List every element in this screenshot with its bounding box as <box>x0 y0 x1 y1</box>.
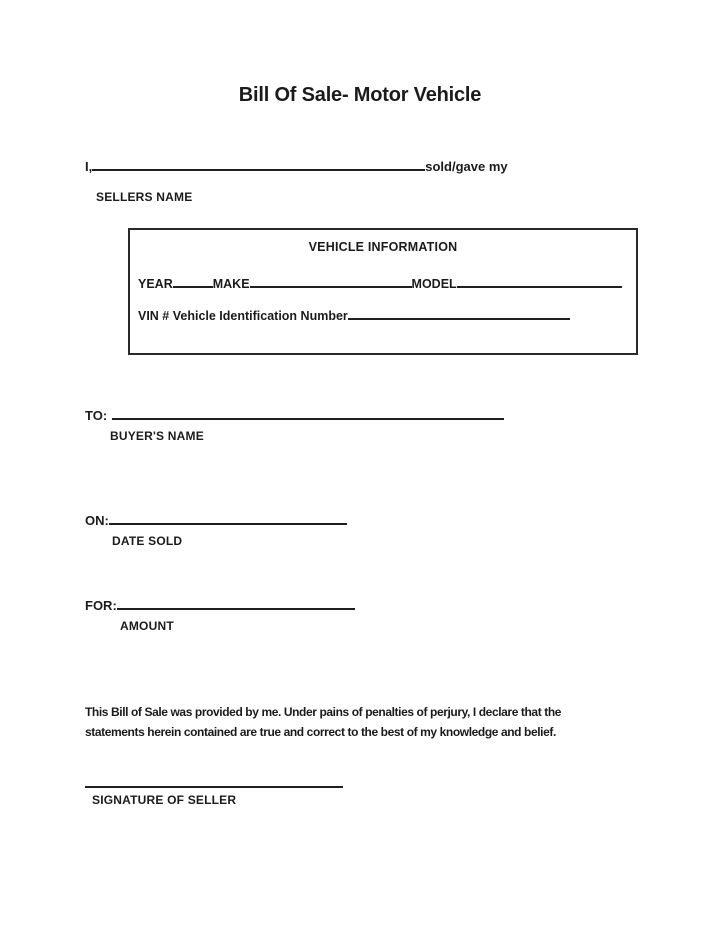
seller-statement-row <box>85 158 508 174</box>
make-field[interactable] <box>250 275 412 288</box>
amount-prefix: FOR: <box>85 598 117 613</box>
make-label: MAKE <box>212 277 250 291</box>
date-sold-field[interactable] <box>109 512 347 525</box>
vehicle-information-heading: VEHICLE INFORMATION <box>308 240 458 254</box>
declaration-line-1: This Bill of Sale was provided by me. Under pains of penalties of perjury, I declare that the <box>85 705 562 719</box>
year-make-model-row <box>138 275 636 291</box>
year-field[interactable] <box>173 275 213 288</box>
model-field[interactable] <box>457 275 622 288</box>
buyer-name-field[interactable] <box>112 407 504 420</box>
declaration-line-2: statements herein contained are true and correct to the best of my knowledge and belief. <box>85 724 556 739</box>
buyers-name-caption: BUYER'S NAME <box>110 429 204 443</box>
sold-gave-suffix: sold/gave my <box>425 159 508 174</box>
date-prefix: ON: <box>85 513 109 528</box>
amount-row <box>85 597 355 613</box>
date-sold-row <box>85 512 347 528</box>
signature-caption: SIGNATURE OF SELLER <box>92 793 237 807</box>
amount-caption: AMOUNT <box>120 619 174 633</box>
vin-row <box>138 307 636 323</box>
page-title: Bill Of Sale- Motor Vehicle <box>238 84 482 106</box>
signature-field[interactable] <box>85 786 343 788</box>
sellers-name-caption: SELLERS NAME <box>96 190 193 204</box>
seller-name-field[interactable] <box>92 158 425 171</box>
vehicle-information-box <box>128 228 638 355</box>
buyer-row <box>85 407 504 423</box>
amount-field[interactable] <box>117 597 355 610</box>
declaration-paragraph <box>85 703 561 742</box>
date-sold-caption: DATE SOLD <box>112 534 183 548</box>
year-label: YEAR <box>138 277 173 291</box>
buyer-prefix: TO: <box>85 408 108 423</box>
seller-prefix: I, <box>85 159 93 174</box>
model-label: MODEL <box>411 277 457 291</box>
vin-label: VIN # Vehicle Identification Number <box>138 309 348 323</box>
vin-field[interactable] <box>348 307 570 320</box>
